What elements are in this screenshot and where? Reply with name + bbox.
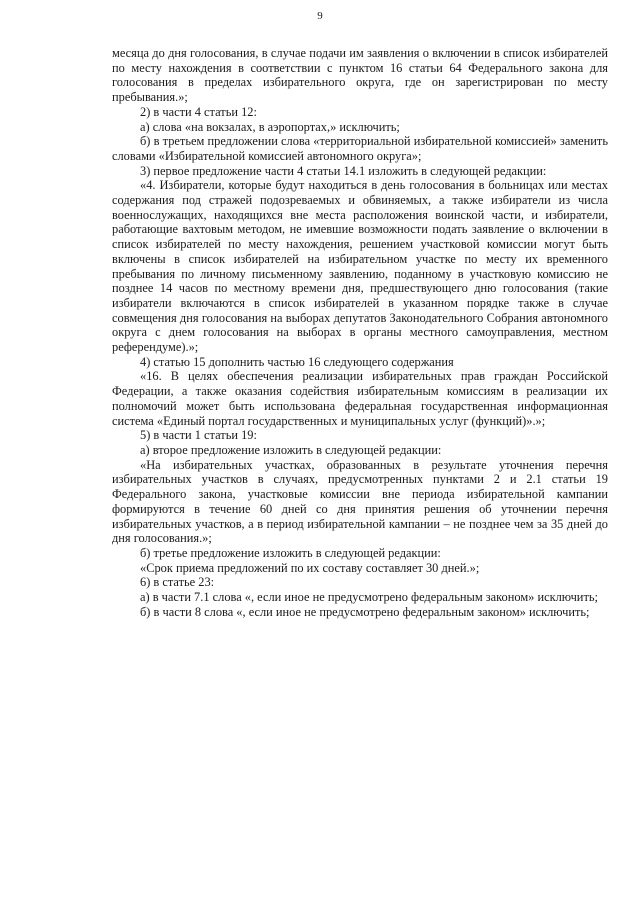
paragraph: а) слова «на вокзалах, в аэропортах,» исключить; [140, 119, 400, 134]
document-body [112, 46, 608, 619]
paragraph: 2) в части 4 статьи 12: [140, 104, 257, 119]
paragraph: месяца до дня голосования, в случае подачи им заявления о включении в список избирателей по месту нахождения в соответствии с пунктом 16 статьи 64 Федерального закона для голосования в пределах избирательного округа, где он зарегистрирован по месту пребывания.»; [112, 46, 608, 105]
paragraph: б) в третьем предложении слова «территориальной избирательной комиссией» заменить словами «Избирательной комиссией автономного округа»; [112, 134, 608, 163]
paragraph: «Срок приема предложений по их составу составляет 30 дней.»; [140, 560, 480, 575]
paragraph: 4) статью 15 дополнить частью 16 следующего содержания [140, 354, 454, 369]
page-number: 9 [317, 10, 323, 22]
paragraph: 5) в части 1 статьи 19: [140, 428, 257, 443]
paragraph: б) в части 8 слова «, если иное не предусмотрено федеральным законом» исключить; [140, 604, 590, 619]
paragraph: б) третье предложение изложить в следующей редакции: [140, 545, 441, 560]
paragraph: а) в части 7.1 слова «, если иное не предусмотрено федеральным законом» исключить; [140, 590, 598, 605]
paragraph: а) второе предложение изложить в следующей редакции: [140, 442, 442, 457]
paragraph: «На избирательных участках, образованных в результате уточнения перечня избирательных участков в случаях, предусмотренных пунктами 2 и 2.1 статьи 19 Федерального закона, участковые комиссии вне периода избирательной кампании формируются в течение 60 дней со дня принятия решения об уточнении перечня избирательных участков, а в период избирательной кампании – не позднее чем за 35 дней до дня голосования.»; [112, 457, 608, 546]
paragraph: «16. В целях обеспечения реализации избирательных прав граждан Российской Федерации, а также оказания содействия избирательным комиссиям в реализации их полномочий может быть использована федеральная государственная информационная система «Единый портал государственных и муниципальных услуг (функций)».»; [112, 369, 608, 428]
paragraph: 6) в статье 23: [140, 575, 215, 590]
paragraph: «4. Избиратели, которые будут находиться в день голосования в больницах или местах содержания под стражей подозреваемых и обвиняемых, а также избиратели из числа военнослужащих, находящихся вне места расположения воинской части, и избиратели, работающие вахтовым методом, не имевшие возможности подать заявление о включении в список избирателей по месту нахождения, решением участковой комиссии могут быть включены в список избирателей на избирательном участке по месту их временного пребывания по личному письменному заявлению, поданному в участковую комиссию не позднее 14 часов по местному времени дня, предшествующего дню голосования (такие избиратели включаются в список избирателей в указанном порядке также в случае совмещения дня голосования на выборах депутатов Законодательного Собрания автономного округа с днем голосования на выборах в органы местного самоуправления, местном референдуме).»; [112, 178, 608, 355]
paragraph: 3) первое предложение части 4 статьи 14.1 изложить в следующей редакции: [140, 163, 547, 178]
